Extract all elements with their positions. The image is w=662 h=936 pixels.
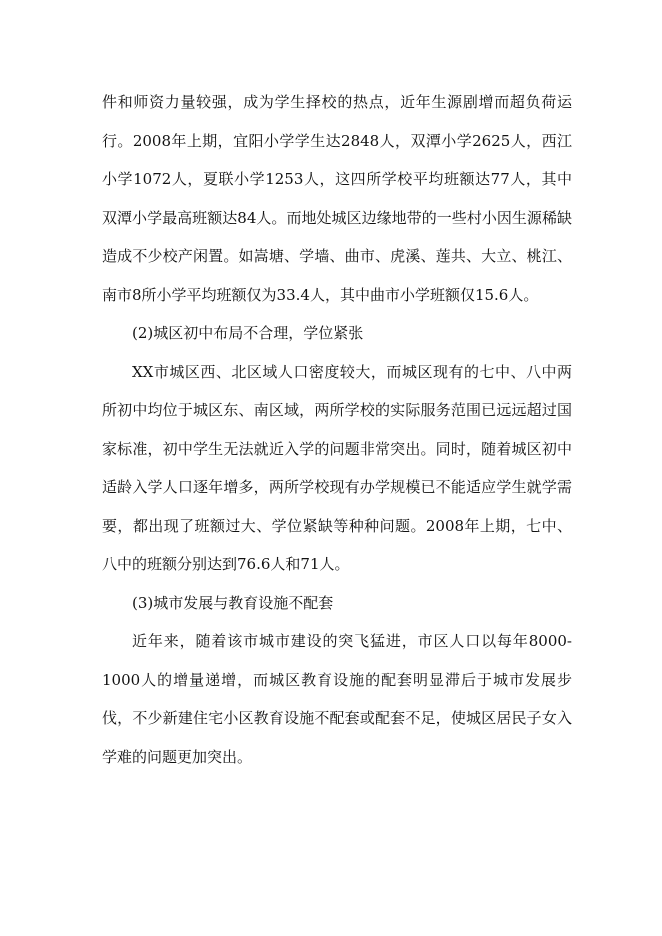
paragraph-continuation: 件和师资力量较强，成为学生择校的热点，近年生源剧增而超负荷运行。2008年上期，宜阳小学学生达2848人，双潭小学2625人，西江小学1072人，夏联小学1253人，这四所学校平均班额达77人，其中双潭小学最高班额达84人。而地处城区边缘地带的一些村小因生源稀缺造成不少校产闲置。如嵩塘、学墙、曲市、虎溪、莲共、大立、桃江、南市8所小学平均班额仅为33.4人，其中曲市小学班额仅15.6人。: [102, 93, 572, 304]
section-heading-3: (3)城市发展与教育设施不配套: [132, 593, 334, 612]
paragraph-junior-high: XX市城区西、北区域人口密度较大，而城区现有的七中、八中两所初中均位于城区东、南区域，两所学校的实际服务范围已远远超过国家标准，初中学生无法就近入学的问题非常突出。同时，随着城区初中适龄入学人口逐年增多，两所学校现有办学规模已不能适应学生就学需要，都出现了班额过大、学位紧缺等种种问题。2008年上期，七中、八中的班额分别达到76.6人和71人。: [102, 362, 572, 573]
section-heading-2: (2)城区初中布局不合理，学位紧张: [132, 324, 364, 342]
document-body: [102, 83, 572, 776]
paragraph-city-development: 近年来，随着该市城市建设的突飞猛进，市区人口以每年8000-1000人的增量递增，而城区教育设施的配套明显滞后于城市发展步伐，不少新建住宅小区教育设施不配套或配套不足，使城区居民子女入学难的问题更加突出。: [102, 632, 572, 766]
